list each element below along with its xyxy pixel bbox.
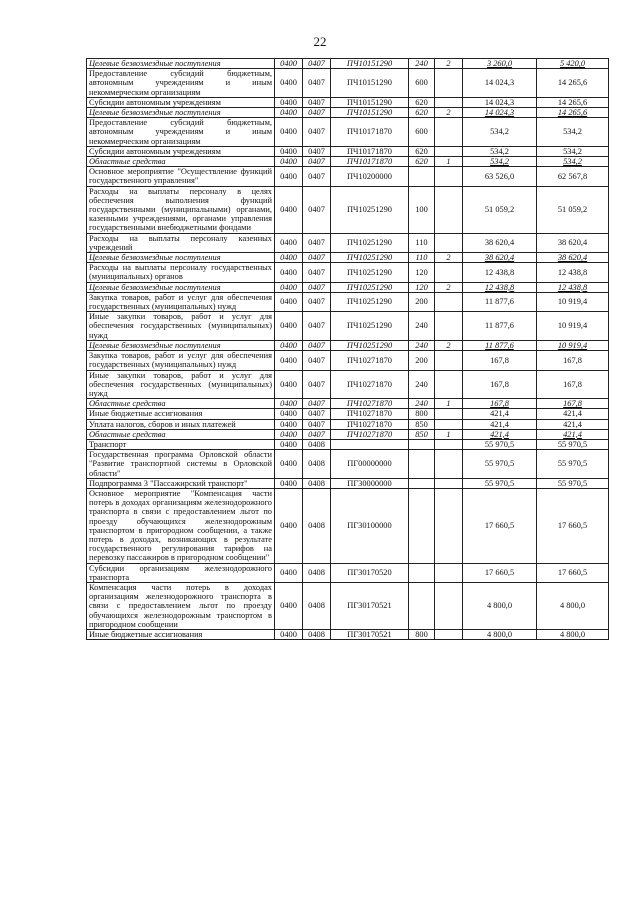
row-name-cell: Компенсация части потерь в доходах организациям железнодорожного транспорта в связи с предоставлением льгот по проезду обучающихся железнодорожным транспортом в пригородном сообщении	[87, 582, 275, 629]
row-source-cell: 2	[435, 108, 463, 118]
row-amount-year1-cell: 14 024,3	[463, 69, 537, 98]
row-target-article-cell: ПЧ10251290	[331, 340, 409, 350]
row-name-cell: Субсидии автономным учреждениям	[87, 97, 275, 107]
row-amount-year1-cell: 17 660,5	[463, 563, 537, 582]
row-name-cell: Целевые безвозмездные поступления	[87, 108, 275, 118]
row-expense-type-cell	[409, 167, 435, 186]
row-name-cell: Областные средства	[87, 157, 275, 167]
row-amount-year2-cell: 167,8	[537, 370, 609, 399]
row-target-article-cell: ПЧ10271870	[331, 409, 409, 419]
row-subsection-cell: 0407	[303, 399, 331, 409]
row-expense-type-cell: 110	[409, 233, 435, 252]
row-amount-year1-cell: 534,2	[463, 118, 537, 147]
row-subsection-cell: 0408	[303, 478, 331, 488]
row-target-article-cell: ПЧ10151290	[331, 69, 409, 98]
row-amount-year2-cell: 10 919,4	[537, 312, 609, 341]
table-row	[87, 488, 609, 563]
row-name-cell: Иные закупки товаров, работ и услуг для обеспечения государственных (муниципальных) нужд	[87, 370, 275, 399]
row-amount-year2-cell: 55 970,5	[537, 439, 609, 449]
row-subsection-cell: 0407	[303, 167, 331, 186]
row-amount-year1-cell: 421,4	[463, 409, 537, 419]
row-expense-type-cell: 100	[409, 186, 435, 233]
row-amount-year1-cell: 14 024,3	[463, 97, 537, 107]
budget-table	[86, 58, 609, 640]
row-name-cell: Закупка товаров, работ и услуг для обеспечения государственных (муниципальных) нужд	[87, 292, 275, 311]
row-target-article-cell: ПЧ10151290	[331, 97, 409, 107]
table-row	[87, 429, 609, 439]
row-target-article-cell: ПЧ10251290	[331, 282, 409, 292]
row-subsection-cell: 0407	[303, 429, 331, 439]
row-target-article-cell: ПЧ10271870	[331, 370, 409, 399]
row-name-cell: Основное мероприятие "Осуществление функций государственного управления"	[87, 167, 275, 186]
row-source-cell: 1	[435, 429, 463, 439]
row-source-cell	[435, 351, 463, 370]
row-section-cell: 0400	[275, 351, 303, 370]
row-source-cell	[435, 450, 463, 479]
row-subsection-cell: 0407	[303, 419, 331, 429]
row-source-cell	[435, 439, 463, 449]
row-source-cell	[435, 167, 463, 186]
row-amount-year2-cell: 14 265,6	[537, 108, 609, 118]
row-source-cell	[435, 186, 463, 233]
row-source-cell	[435, 370, 463, 399]
row-section-cell: 0400	[275, 253, 303, 263]
row-subsection-cell: 0407	[303, 292, 331, 311]
row-target-article-cell: ПЧ10151290	[331, 108, 409, 118]
row-name-cell: Областные средства	[87, 399, 275, 409]
table-row	[87, 340, 609, 350]
row-source-cell: 2	[435, 282, 463, 292]
row-target-article-cell: ПГ30000000	[331, 478, 409, 488]
row-source-cell	[435, 582, 463, 629]
row-target-article-cell: ПГ30100000	[331, 488, 409, 563]
row-amount-year2-cell: 12 438,8	[537, 282, 609, 292]
row-amount-year2-cell: 14 265,6	[537, 69, 609, 98]
table-row	[87, 409, 609, 419]
row-amount-year1-cell: 167,8	[463, 351, 537, 370]
table-row	[87, 233, 609, 252]
row-amount-year1-cell: 55 970,5	[463, 478, 537, 488]
row-source-cell	[435, 563, 463, 582]
table-row	[87, 118, 609, 147]
row-subsection-cell: 0407	[303, 340, 331, 350]
row-subsection-cell: 0407	[303, 312, 331, 341]
row-section-cell: 0400	[275, 167, 303, 186]
row-amount-year2-cell: 51 059,2	[537, 186, 609, 233]
row-target-article-cell: ПГ30170520	[331, 563, 409, 582]
row-amount-year1-cell: 421,4	[463, 419, 537, 429]
row-subsection-cell: 0407	[303, 108, 331, 118]
row-amount-year1-cell: 4 800,0	[463, 582, 537, 629]
row-subsection-cell: 0408	[303, 582, 331, 629]
row-source-cell: 1	[435, 157, 463, 167]
row-section-cell: 0400	[275, 419, 303, 429]
row-name-cell: Субсидии организациям железнодорожного транспорта	[87, 563, 275, 582]
row-expense-type-cell	[409, 478, 435, 488]
row-section-cell: 0400	[275, 146, 303, 156]
row-expense-type-cell: 620	[409, 97, 435, 107]
row-name-cell: Целевые безвозмездные поступления	[87, 253, 275, 263]
row-target-article-cell: ПЧ10200000	[331, 167, 409, 186]
row-target-article-cell: ПГ30170521	[331, 629, 409, 639]
table-row	[87, 370, 609, 399]
row-section-cell: 0400	[275, 563, 303, 582]
row-section-cell: 0400	[275, 59, 303, 69]
row-section-cell: 0400	[275, 370, 303, 399]
row-target-article-cell: ПЧ10251290	[331, 312, 409, 341]
row-amount-year1-cell: 17 660,5	[463, 488, 537, 563]
row-expense-type-cell: 620	[409, 157, 435, 167]
row-amount-year2-cell: 421,4	[537, 429, 609, 439]
row-target-article-cell: ПЧ10151290	[331, 59, 409, 69]
row-amount-year1-cell: 63 526,0	[463, 167, 537, 186]
row-amount-year2-cell: 17 660,5	[537, 488, 609, 563]
row-source-cell	[435, 69, 463, 98]
row-expense-type-cell	[409, 488, 435, 563]
row-amount-year1-cell: 421,4	[463, 429, 537, 439]
row-name-cell: Предоставление субсидий бюджетным, автономным учреждениям и иным некоммерческим организациям	[87, 118, 275, 147]
row-expense-type-cell: 800	[409, 629, 435, 639]
row-target-article-cell	[331, 439, 409, 449]
row-target-article-cell: ПЧ10271870	[331, 429, 409, 439]
row-name-cell: Основное мероприятие "Компенсация части потерь в доходах организациям железнодорожного транспорта в связи с предоставлением льгот по проезду обучающихся железнодорожным транспортом в пригородном сообщении, а также потерь в доходах, возникающих в результате государственного регулирования тарифов на перевозку пассажиров в пригородном сообщении"	[87, 488, 275, 563]
row-expense-type-cell	[409, 563, 435, 582]
row-subsection-cell: 0408	[303, 563, 331, 582]
row-amount-year1-cell: 534,2	[463, 146, 537, 156]
row-source-cell	[435, 312, 463, 341]
row-section-cell: 0400	[275, 97, 303, 107]
table-row	[87, 69, 609, 98]
row-section-cell: 0400	[275, 263, 303, 282]
row-name-cell: Государственная программа Орловской области "Развитие транспортной системы в Орловской области"	[87, 450, 275, 479]
row-section-cell: 0400	[275, 282, 303, 292]
row-section-cell: 0400	[275, 108, 303, 118]
row-source-cell	[435, 233, 463, 252]
row-amount-year2-cell: 534,2	[537, 118, 609, 147]
row-expense-type-cell	[409, 439, 435, 449]
row-section-cell: 0400	[275, 399, 303, 409]
row-subsection-cell: 0407	[303, 351, 331, 370]
row-name-cell: Целевые безвозмездные поступления	[87, 59, 275, 69]
table-row	[87, 292, 609, 311]
row-expense-type-cell: 110	[409, 253, 435, 263]
row-subsection-cell: 0407	[303, 409, 331, 419]
table-row	[87, 439, 609, 449]
row-amount-year1-cell: 11 877,6	[463, 340, 537, 350]
row-subsection-cell: 0407	[303, 253, 331, 263]
table-row	[87, 478, 609, 488]
row-amount-year2-cell: 167,8	[537, 351, 609, 370]
row-section-cell: 0400	[275, 488, 303, 563]
table-row	[87, 97, 609, 107]
row-source-cell	[435, 409, 463, 419]
row-name-cell: Расходы на выплаты персоналу государственных (муниципальных) органов	[87, 263, 275, 282]
row-amount-year1-cell: 4 800,0	[463, 629, 537, 639]
row-section-cell: 0400	[275, 233, 303, 252]
row-target-article-cell: ПЧ10271870	[331, 399, 409, 409]
row-amount-year1-cell: 3 260,0	[463, 59, 537, 69]
row-source-cell	[435, 97, 463, 107]
row-amount-year2-cell: 421,4	[537, 419, 609, 429]
table-row	[87, 582, 609, 629]
row-target-article-cell: ПЧ10271870	[331, 419, 409, 429]
row-expense-type-cell: 620	[409, 146, 435, 156]
row-amount-year1-cell: 51 059,2	[463, 186, 537, 233]
table-row	[87, 253, 609, 263]
row-amount-year2-cell: 10 919,4	[537, 340, 609, 350]
row-section-cell: 0400	[275, 478, 303, 488]
row-expense-type-cell: 120	[409, 282, 435, 292]
row-section-cell: 0400	[275, 409, 303, 419]
table-row	[87, 167, 609, 186]
row-subsection-cell: 0407	[303, 118, 331, 147]
row-name-cell: Целевые безвозмездные поступления	[87, 340, 275, 350]
row-section-cell: 0400	[275, 629, 303, 639]
row-expense-type-cell: 200	[409, 292, 435, 311]
row-section-cell: 0400	[275, 69, 303, 98]
row-amount-year2-cell: 421,4	[537, 409, 609, 419]
row-subsection-cell: 0407	[303, 370, 331, 399]
row-subsection-cell: 0407	[303, 157, 331, 167]
row-amount-year1-cell: 11 877,6	[463, 292, 537, 311]
row-amount-year1-cell: 12 438,8	[463, 282, 537, 292]
row-amount-year1-cell: 12 438,8	[463, 263, 537, 282]
row-expense-type-cell: 240	[409, 312, 435, 341]
row-amount-year1-cell: 55 970,5	[463, 439, 537, 449]
table-row	[87, 282, 609, 292]
row-target-article-cell: ПЧ10271870	[331, 351, 409, 370]
row-section-cell: 0400	[275, 450, 303, 479]
row-target-article-cell: ПЧ10251290	[331, 253, 409, 263]
row-subsection-cell: 0408	[303, 629, 331, 639]
row-section-cell: 0400	[275, 157, 303, 167]
row-subsection-cell: 0407	[303, 146, 331, 156]
row-expense-type-cell: 120	[409, 263, 435, 282]
row-name-cell: Областные средства	[87, 429, 275, 439]
row-amount-year1-cell: 38 620,4	[463, 233, 537, 252]
row-subsection-cell: 0408	[303, 488, 331, 563]
table-row	[87, 399, 609, 409]
row-amount-year1-cell: 167,8	[463, 370, 537, 399]
row-target-article-cell: ПЧ10251290	[331, 263, 409, 282]
row-expense-type-cell: 240	[409, 340, 435, 350]
row-source-cell	[435, 146, 463, 156]
table-row	[87, 59, 609, 69]
row-amount-year2-cell: 534,2	[537, 146, 609, 156]
row-target-article-cell: ПЧ10251290	[331, 233, 409, 252]
table-row	[87, 563, 609, 582]
row-source-cell: 2	[435, 340, 463, 350]
row-subsection-cell: 0407	[303, 233, 331, 252]
row-subsection-cell: 0407	[303, 69, 331, 98]
row-section-cell: 0400	[275, 292, 303, 311]
row-name-cell: Субсидии автономным учреждениям	[87, 146, 275, 156]
row-amount-year2-cell: 534,2	[537, 157, 609, 167]
row-subsection-cell: 0407	[303, 97, 331, 107]
row-target-article-cell: ПЧ10171870	[331, 118, 409, 147]
row-name-cell: Иные закупки товаров, работ и услуг для обеспечения государственных (муниципальных) нужд	[87, 312, 275, 341]
row-section-cell: 0400	[275, 340, 303, 350]
row-expense-type-cell: 240	[409, 399, 435, 409]
row-section-cell: 0400	[275, 312, 303, 341]
row-amount-year1-cell: 14 024,3	[463, 108, 537, 118]
row-name-cell: Расходы на выплаты персоналу в целях обеспечения выполнения функций государственными (муниципальными) органами, казенными учреждениями, органами управления государственными внебюджетными фондами	[87, 186, 275, 233]
row-amount-year1-cell: 11 877,6	[463, 312, 537, 341]
row-amount-year2-cell: 10 919,4	[537, 292, 609, 311]
row-target-article-cell: ПЧ10171870	[331, 146, 409, 156]
row-amount-year2-cell: 38 620,4	[537, 253, 609, 263]
row-target-article-cell: ПГ00000000	[331, 450, 409, 479]
row-section-cell: 0400	[275, 186, 303, 233]
row-amount-year2-cell: 55 970,5	[537, 478, 609, 488]
row-source-cell: 2	[435, 59, 463, 69]
row-amount-year2-cell: 4 800,0	[537, 629, 609, 639]
row-expense-type-cell	[409, 450, 435, 479]
row-target-article-cell: ПЧ10251290	[331, 292, 409, 311]
row-section-cell: 0400	[275, 439, 303, 449]
row-source-cell	[435, 629, 463, 639]
table-row	[87, 629, 609, 639]
row-source-cell	[435, 478, 463, 488]
table-row	[87, 263, 609, 282]
table-row	[87, 108, 609, 118]
table-body	[87, 59, 609, 640]
row-name-cell: Подпрограмма 3 "Пассажирский транспорт"	[87, 478, 275, 488]
row-amount-year2-cell: 62 567,8	[537, 167, 609, 186]
row-expense-type-cell: 620	[409, 108, 435, 118]
row-section-cell: 0400	[275, 429, 303, 439]
row-expense-type-cell: 200	[409, 351, 435, 370]
row-subsection-cell: 0407	[303, 186, 331, 233]
row-source-cell	[435, 292, 463, 311]
row-expense-type-cell: 850	[409, 419, 435, 429]
budget-table-container	[86, 58, 609, 640]
row-source-cell	[435, 263, 463, 282]
page-number: 22	[313, 34, 327, 49]
row-target-article-cell: ПЧ10171870	[331, 157, 409, 167]
row-target-article-cell: ПГ30170521	[331, 582, 409, 629]
row-expense-type-cell: 600	[409, 118, 435, 147]
row-name-cell: Закупка товаров, работ и услуг для обеспечения государственных (муниципальных) нужд	[87, 351, 275, 370]
row-expense-type-cell: 800	[409, 409, 435, 419]
row-section-cell: 0400	[275, 582, 303, 629]
row-source-cell: 1	[435, 399, 463, 409]
row-name-cell: Иные бюджетные ассигнования	[87, 629, 275, 639]
table-row	[87, 146, 609, 156]
row-amount-year1-cell: 38 620,4	[463, 253, 537, 263]
row-subsection-cell: 0407	[303, 282, 331, 292]
row-source-cell	[435, 118, 463, 147]
row-amount-year2-cell: 55 970,5	[537, 450, 609, 479]
row-amount-year2-cell: 12 438,8	[537, 263, 609, 282]
row-target-article-cell: ПЧ10251290	[331, 186, 409, 233]
row-name-cell: Предоставление субсидий бюджетным, автономным учреждениям и иным некоммерческим организациям	[87, 69, 275, 98]
row-expense-type-cell	[409, 582, 435, 629]
row-source-cell: 2	[435, 253, 463, 263]
row-subsection-cell: 0407	[303, 59, 331, 69]
row-expense-type-cell: 600	[409, 69, 435, 98]
row-subsection-cell: 0408	[303, 439, 331, 449]
row-amount-year2-cell: 5 420,0	[537, 59, 609, 69]
row-source-cell	[435, 488, 463, 563]
row-amount-year1-cell: 534,2	[463, 157, 537, 167]
row-name-cell: Целевые безвозмездные поступления	[87, 282, 275, 292]
row-name-cell: Уплата налогов, сборов и иных платежей	[87, 419, 275, 429]
row-name-cell: Транспорт	[87, 439, 275, 449]
row-amount-year1-cell: 55 970,5	[463, 450, 537, 479]
row-subsection-cell: 0408	[303, 450, 331, 479]
table-row	[87, 450, 609, 479]
row-amount-year2-cell: 4 800,0	[537, 582, 609, 629]
row-amount-year2-cell: 14 265,6	[537, 97, 609, 107]
table-row	[87, 186, 609, 233]
row-source-cell	[435, 419, 463, 429]
row-name-cell: Иные бюджетные ассигнования	[87, 409, 275, 419]
row-name-cell: Расходы на выплаты персоналу казенных учреждений	[87, 233, 275, 252]
row-expense-type-cell: 240	[409, 59, 435, 69]
row-amount-year2-cell: 167,8	[537, 399, 609, 409]
row-amount-year2-cell: 17 660,5	[537, 563, 609, 582]
table-row	[87, 419, 609, 429]
row-section-cell: 0400	[275, 118, 303, 147]
table-row	[87, 351, 609, 370]
row-subsection-cell: 0407	[303, 263, 331, 282]
row-amount-year1-cell: 167,8	[463, 399, 537, 409]
row-expense-type-cell: 850	[409, 429, 435, 439]
row-expense-type-cell: 240	[409, 370, 435, 399]
table-row	[87, 157, 609, 167]
row-amount-year2-cell: 38 620,4	[537, 233, 609, 252]
table-row	[87, 312, 609, 341]
